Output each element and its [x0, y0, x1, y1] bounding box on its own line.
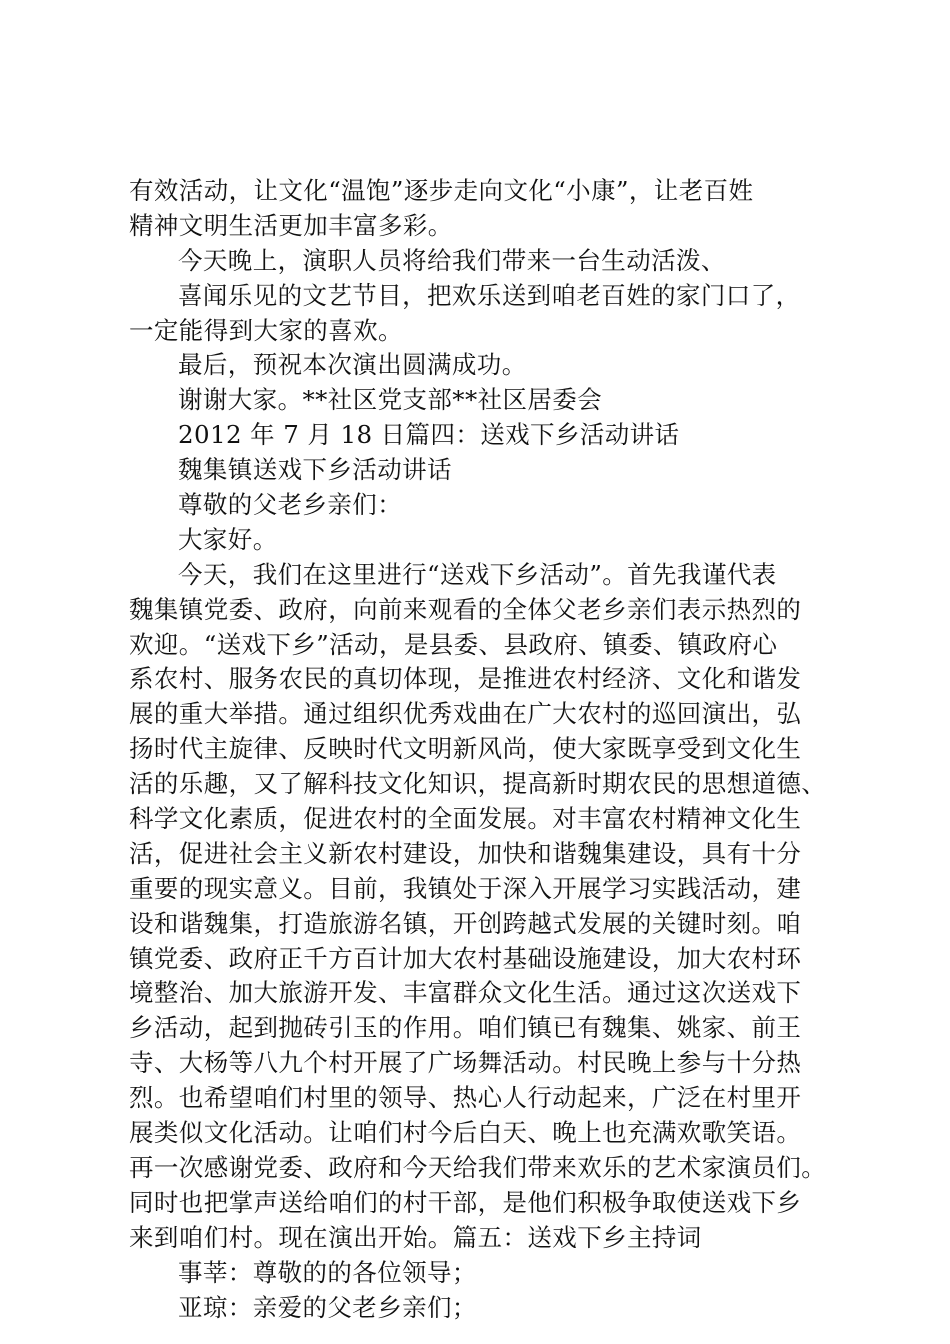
text-line: 设和谐魏集，打造旅游名镇，开创跨越式发展的关键时刻。咱: [129, 908, 802, 938]
text-line: 精神文明生活更加丰富多彩。: [129, 210, 453, 240]
text-line: 一定能得到大家的喜欢。: [129, 315, 403, 345]
text-line: 重要的现实意义。目前，我镇处于深入开展学习实践活动，建: [129, 873, 802, 903]
text-line: 再一次感谢党委、政府和今天给我们带来欢乐的艺术家演员们。: [129, 1152, 827, 1182]
text-line: 展的重大举措。通过组织优秀戏曲在广大农村的巡回演出，弘: [129, 699, 802, 729]
text-line: 欢迎。“送戏下乡”活动，是县委、县政府、镇委、镇政府心: [129, 629, 778, 659]
text-line: 来到咱们村。现在演出开始。篇五：送戏下乡主持词: [129, 1222, 702, 1252]
text-line: 科学文化素质，促进农村的全面发展。对丰富农村精神文化生: [129, 804, 802, 834]
text-line: 最后，预祝本次演出圆满成功。: [178, 350, 527, 380]
text-line: 同时也把掌声送给咱们的村干部，是他们积极争取使送戏下乡: [129, 1187, 802, 1217]
text-line: 乡活动，起到抛砖引玉的作用。咱们镇已有魏集、姚家、前王: [129, 1013, 802, 1043]
text-line: 有效活动，让文化“温饱”逐步走向文化“小康”，让老百姓: [129, 176, 754, 205]
text-line: 活的乐趣，又了解科技文化知识，提高新时期农民的思想道德、: [129, 769, 827, 799]
text-line: 2012 年 7 月 18 日篇四：送戏下乡活动讲话: [178, 420, 680, 450]
text-line: 寺、大杨等八九个村开展了广场舞活动。村民晚上参与十分热: [129, 1048, 802, 1078]
text-line: 活，促进社会主义新农村建设，加快和谐魏集建设，具有十分: [129, 838, 802, 868]
text-line: 事莘：尊敬的的各位领导；: [178, 1257, 477, 1287]
text-line: 谢谢大家。**社区党支部**社区居委会: [178, 385, 603, 415]
text-line: 今天晚上，演职人员将给我们带来一台生动活泼、: [178, 245, 726, 275]
text-line: 系农村、服务农民的真切体现，是推进农村经济、文化和谐发: [129, 664, 802, 694]
text-line: 扬时代主旋律、反映时代文明新风尚，使大家既享受到文化生: [129, 734, 802, 764]
text-line: 烈。也希望咱们村里的领导、热心人行动起来，广泛在村里开: [129, 1083, 802, 1113]
text-line: 尊敬的父老乡亲们：: [178, 490, 403, 520]
text-line: 喜闻乐见的文艺节目，把欢乐送到咱老百姓的家门口了，: [178, 280, 801, 310]
text-line: 魏集镇送戏下乡活动讲话: [178, 455, 452, 485]
text-line: 大家好。: [178, 524, 278, 554]
document-body: [129, 174, 869, 1325]
text-line: 展类似文化活动。让咱们村今后白天、晚上也充满欢歌笑语。: [129, 1118, 802, 1148]
text-line: 镇党委、政府正千方百计加大农村基础设施建设，加大农村环: [129, 943, 802, 973]
text-line: 魏集镇党委、政府，向前来观看的全体父老乡亲们表示热烈的: [129, 594, 802, 624]
text-line: 今天，我们在这里进行“送戏下乡活动”。首先我谨代表: [178, 559, 777, 589]
text-line: 境整治、加大旅游开发、丰富群众文化生活。通过这次送戏下: [129, 978, 802, 1008]
text-line: 亚琼：亲爱的父老乡亲们；: [178, 1292, 477, 1322]
